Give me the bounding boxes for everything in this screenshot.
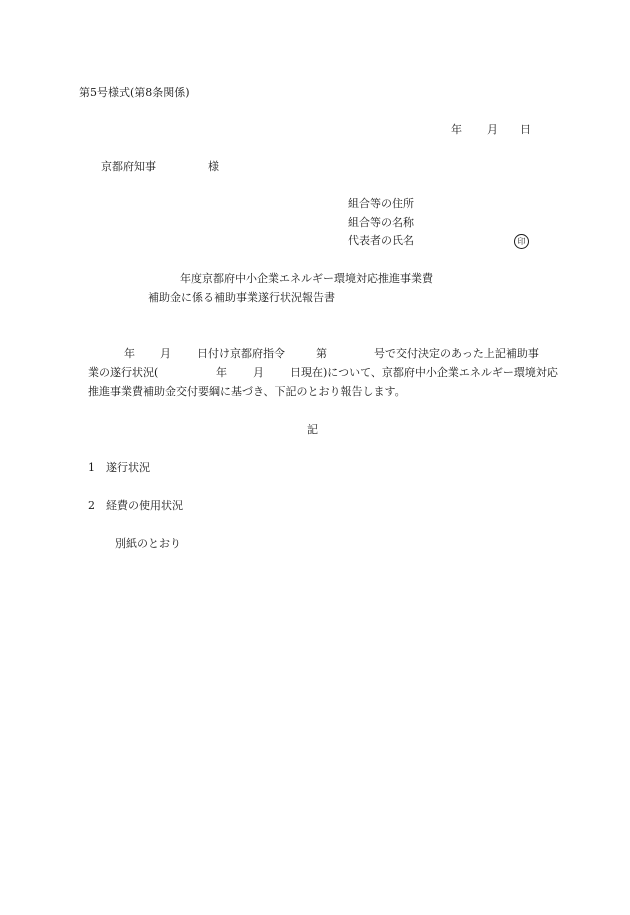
seal-mark: 印	[514, 234, 529, 249]
item-1-number: 1	[88, 461, 95, 474]
item-2-number: 2	[88, 499, 95, 512]
body-l2-tail: 日現在)について、京都府中小企業エネルギー環境対応	[290, 366, 558, 379]
body-l2-head: 業の遂行状況(	[88, 366, 159, 379]
date-month-label: 月	[487, 123, 498, 136]
applicant-rep-label: 代表者の氏名	[348, 234, 414, 247]
attachment-note: 別紙のとおり	[115, 537, 181, 550]
body-l1-tail: 号で交付決定のあった上記補助事	[374, 347, 539, 360]
form-number: 第5号様式(第8条関係)	[79, 86, 190, 99]
item-1-label: 遂行状況	[106, 461, 150, 474]
body-l1-dai: 第	[316, 347, 327, 360]
item-2-label: 経費の使用状況	[106, 499, 183, 512]
addressee-name: 京都府知事	[101, 160, 156, 173]
body-l1-month: 月	[160, 347, 171, 360]
applicant-name-label: 組合等の名称	[348, 216, 414, 229]
report-title-line2: 補助金に係る補助事業遂行状況報告書	[148, 291, 335, 304]
applicant-address-label: 組合等の住所	[348, 197, 414, 210]
body-l1-directive: 日付け京都府指令	[197, 347, 285, 360]
report-title-line1: 年度京都府中小企業エネルギー環境対応推進事業費	[180, 272, 433, 285]
date-day-label: 日	[520, 123, 531, 136]
body-l3: 推進事業費補助金交付要綱に基づき、下記のとおり報告します。	[88, 385, 406, 398]
body-l1-year: 年	[124, 347, 135, 360]
body-l2-month: 月	[253, 366, 264, 379]
body-l2-year: 年	[216, 366, 227, 379]
date-year-label: 年	[451, 123, 462, 136]
ki-heading: 記	[307, 423, 318, 436]
addressee-honorific: 様	[208, 160, 219, 173]
